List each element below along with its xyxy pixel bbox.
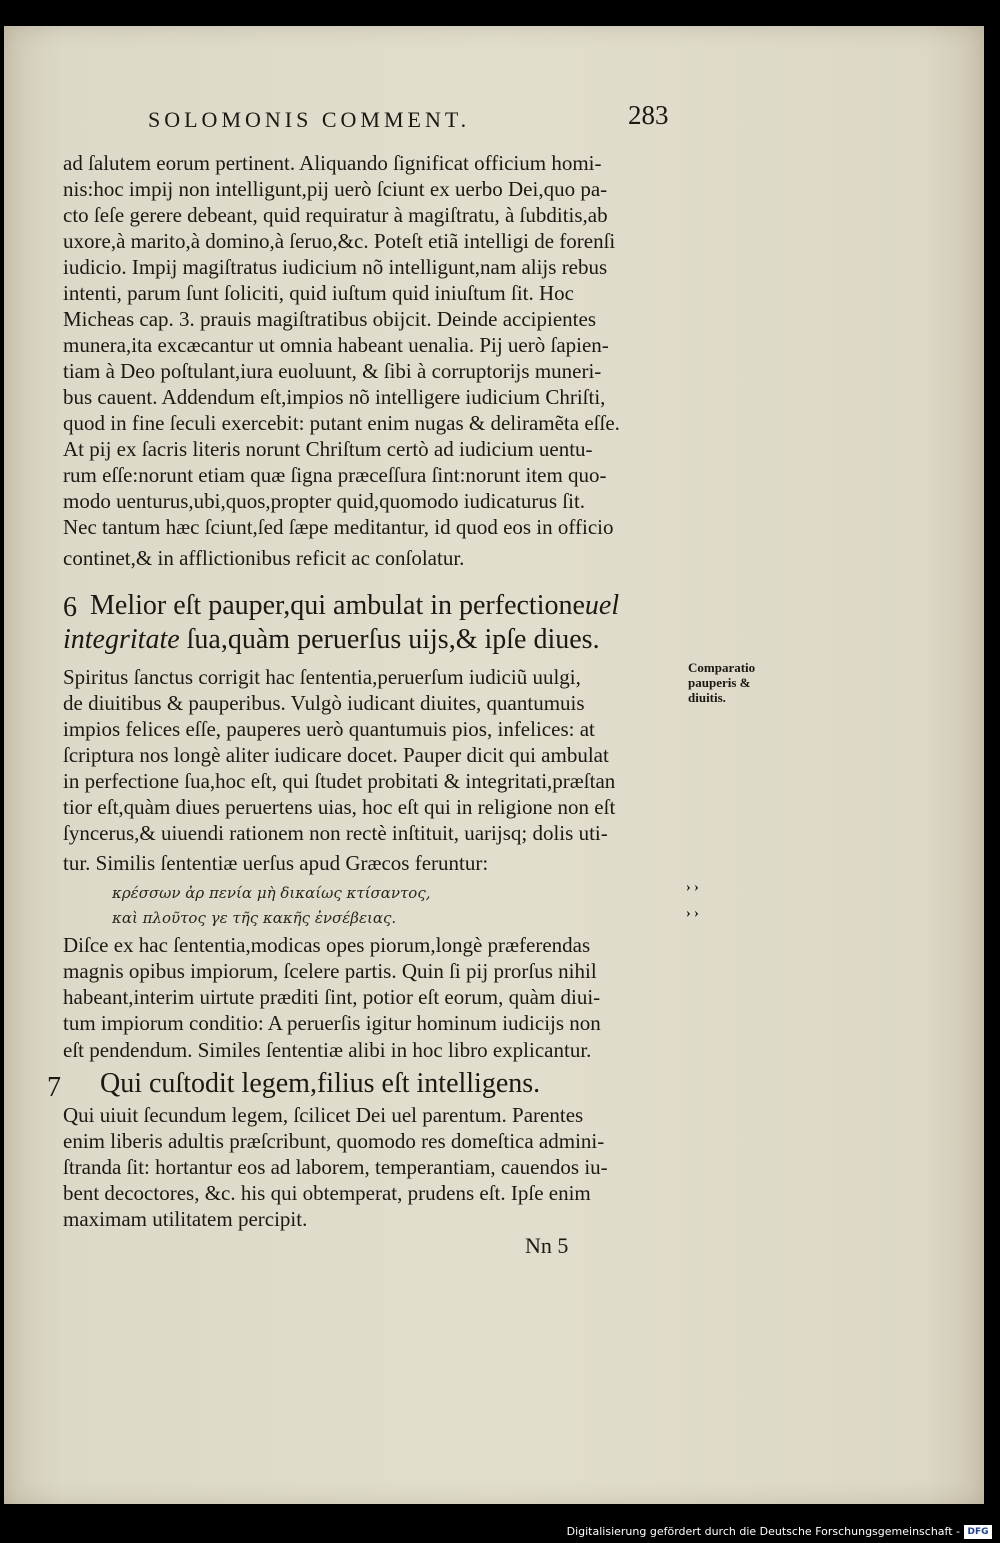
text-line: tum impiorum conditio: A peruerſis igitur hominum iudicijs non xyxy=(63,1011,601,1035)
margin-note xyxy=(688,660,788,705)
margin-note-line: pauperis & xyxy=(688,675,751,690)
text-line: in perfectione ſua,hoc eſt, qui ſtudet probitati & integritati,præſtan xyxy=(63,769,616,793)
verse-number: 6 xyxy=(63,592,77,623)
verse-text: Melior eſt pauper,qui ambulat in perfectione xyxy=(90,590,585,621)
footer-bar xyxy=(0,1522,1000,1543)
text-line: tior eſt,quàm diues peruertens uias, hoc eſt qui in religione non eſt xyxy=(63,795,616,819)
text-line: ſtranda ſit: hortantur eos ad laborem, temperantiam, cauendos iu- xyxy=(63,1155,608,1179)
greek-verse-line: κρέσσων ἀρ πενία μὴ δικαίως κτίσαντος, xyxy=(112,884,431,902)
verse-line xyxy=(63,624,600,656)
running-header: SOLOMONIS COMMENT. xyxy=(148,107,471,132)
text-line: magnis opibus impiorum, ſcelere partis. Quin ſi pij prorſus nihil xyxy=(63,959,597,983)
text-line: intenti, parum ſunt ſoliciti, quid iuſtum quid iniuſtum ſit. Hoc xyxy=(63,281,574,305)
text-line: nis:hoc impij non intelligunt,pij uerò ſciunt ex uerbo Dei,quo pa- xyxy=(63,177,608,201)
verse-line xyxy=(90,590,619,622)
text-line: Nec tantum hæc ſciunt,ſed ſæpe meditantur, id quod eos in officio xyxy=(63,515,614,539)
text-line: habeant,interim uirtute præditi ſint, potior eſt eorum, quàm diui- xyxy=(63,985,601,1009)
text-line: eſt pendendum. Similes ſententiæ alibi in hoc libro explicantur. xyxy=(63,1038,592,1062)
text-line: ſcriptura nos longè aliter iudicare docet. Pauper dicit qui ambulat xyxy=(63,743,609,767)
text-line: Diſce ex hac ſententia,modicas opes piorum,longè præferendas xyxy=(63,933,591,957)
text-line: tur. Similis ſententiæ uerſus apud Græcos feruntur: xyxy=(63,851,489,875)
verse-text: ſua,quàm peruerſus uijs,& ipſe diues. xyxy=(186,624,600,655)
margin-note-line: Comparatio xyxy=(688,660,756,675)
text-line: bent decoctores, &c. his qui obtemperat, prudens eſt. Ipſe enim xyxy=(63,1181,591,1205)
text-line: impios felices eſſe, pauperes uerò quantumuis pios, infelices: at xyxy=(63,717,595,741)
text-line: enim liberis adultis præſcribunt, quomodo res domeſtica admini- xyxy=(63,1129,605,1153)
signature-mark: Nn 5 xyxy=(525,1233,569,1258)
text-line: Micheas cap. 3. prauis magiſtratibus obijcit. Deinde accipientes xyxy=(63,307,596,331)
text-line: At pij ex ſacris literis norunt Chriſtum certò ad iudicium uentu- xyxy=(63,437,593,461)
text-line: quod in fine ſeculi exercebit: putant enim nugas & deliramẽta eſſe. xyxy=(63,411,620,435)
text-line: tiam à Deo poſtulant,iura euoluunt, & ſibi à corruptorijs muneri- xyxy=(63,359,602,383)
text-line: uxore,à marito,à domino,à ſeruo,&c. Poteſt etiã intelligi de forenſi xyxy=(63,229,616,253)
funding-notice: Digitalisierung gefördert durch die Deutsche Forschungsgemeinschaft - xyxy=(566,1525,960,1538)
margin-note-line: diuitis. xyxy=(688,690,726,705)
text-line: Qui uiuit ſecundum legem, ſcilicet Dei uel parentum. Parentes xyxy=(63,1103,584,1127)
text-line: continet,& in afflictionibus reficit ac conſolatur. xyxy=(63,546,465,570)
text-line: Spiritus ſanctus corrigit hac ſententia,peruerſum iudiciũ uulgi, xyxy=(63,665,581,689)
quote-mark: › › xyxy=(686,880,699,895)
text-line: bus cauent. Addendum eſt,impios nõ intelligere iudicium Chriſti, xyxy=(63,385,606,409)
text-line: munera,ita excæcantur ut omnia habeant uenalia. Pij uerò ſapien- xyxy=(63,333,609,357)
text-line: modo uenturus,ubi,quos,propter quid,quomodo iudicaturus ſit. xyxy=(63,489,586,513)
text-line: maximam utilitatem percipit. xyxy=(63,1207,308,1231)
text-line: de diuitibus & pauperibus. Vulgò iudicant diuites, quantumuis xyxy=(63,691,585,715)
text-line: ſyncerus,& uiuendi rationem non rectè inſtituit, uarijsq; dolis uti- xyxy=(63,821,608,845)
quote-mark: › › xyxy=(686,906,699,921)
text-line: cto ſeſe gerere debeant, quid requiratur à magiſtratu, à ſubditis,ab xyxy=(63,203,608,227)
text-line: ad ſalutem eorum pertinent. Aliquando ſignificat officium homi- xyxy=(63,151,602,175)
verse-line: Qui cuſtodit legem,filius eſt intelligens. xyxy=(100,1068,541,1099)
dfg-logo: DFG xyxy=(964,1525,992,1539)
greek-verse-line: καὶ πλοῦτος γε τῆς κακῆς ἐνσέβειας. xyxy=(112,909,397,927)
text-line: rum eſſe:norunt etiam quæ ſigna præceſſura ſint:norunt item quo- xyxy=(63,463,607,487)
verse-text-italic: integritate xyxy=(63,624,180,655)
page-number: 283 xyxy=(628,100,669,130)
text-line: iudicio. Impij magiſtratus iudicium nõ intelligunt,nam alijs rebus xyxy=(63,255,608,279)
verse-text-italic: uel xyxy=(584,590,620,621)
verse-number: 7 xyxy=(47,1072,61,1103)
